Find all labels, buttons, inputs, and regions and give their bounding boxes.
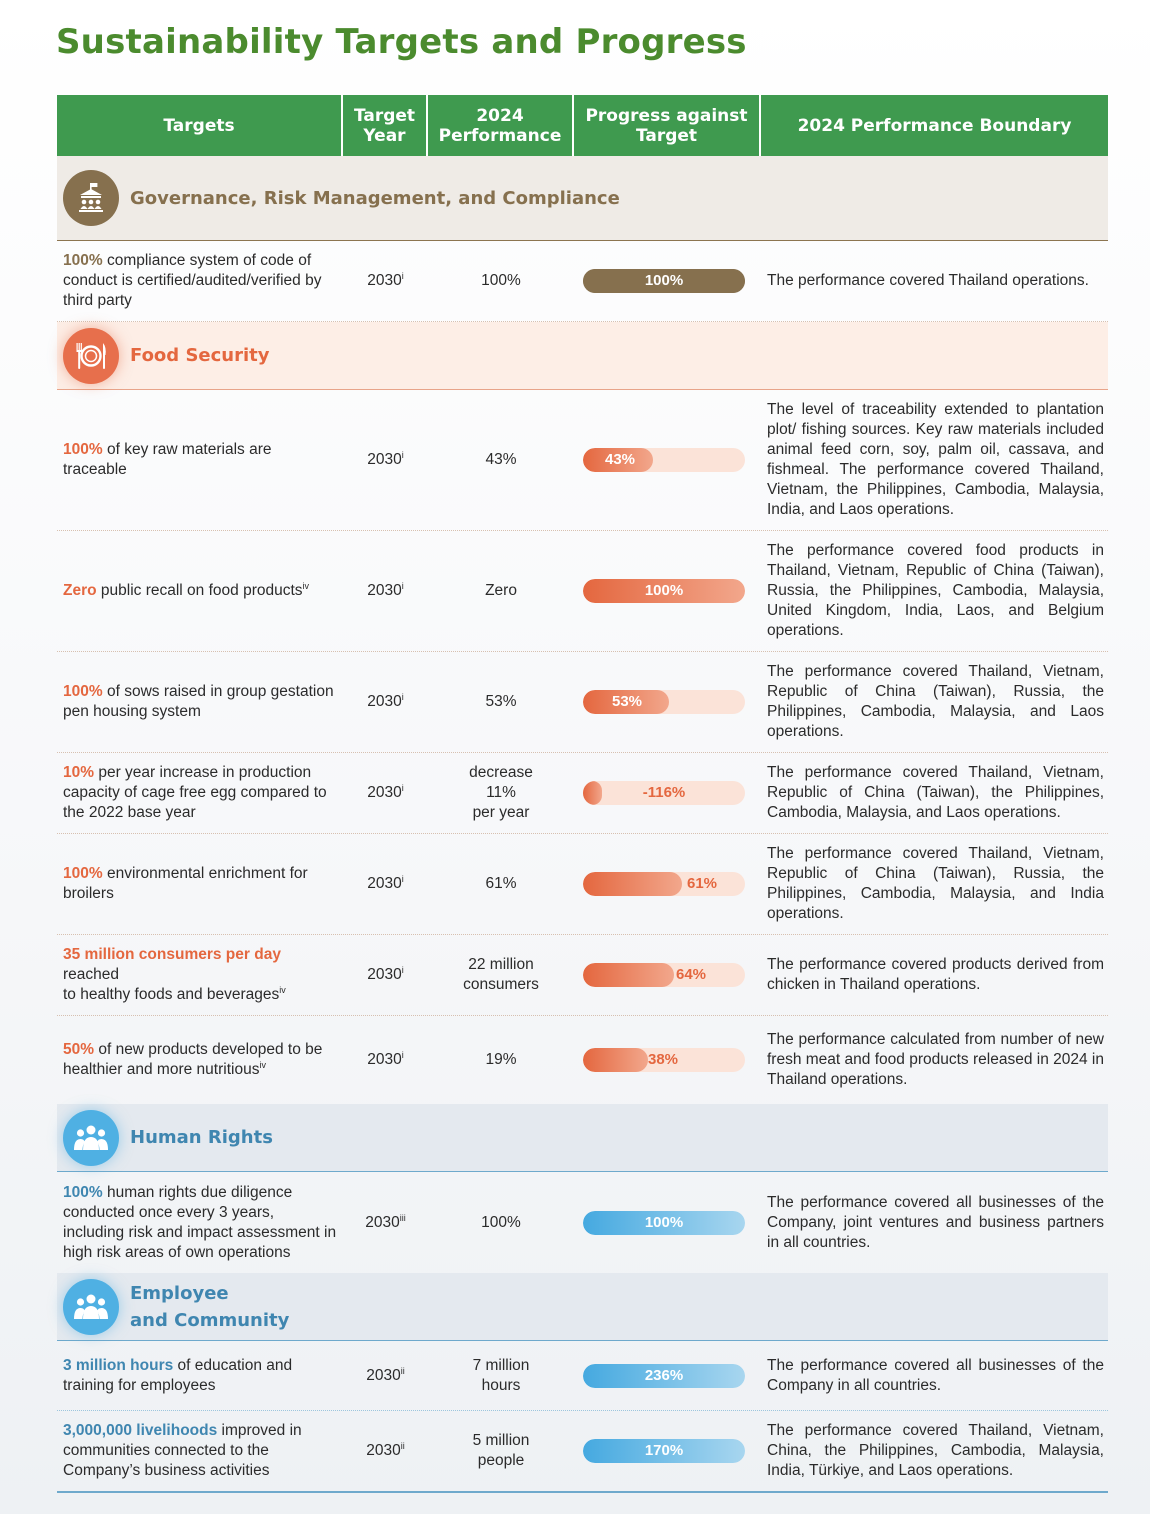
target-text: 10% per year increase in production capacity of cage free egg compared to the 2022 base year (63, 764, 327, 821)
boundary-text: The performance covered Thailand, Vietnam, China, the Philippines, Cambodia, Malaysia, India, Türkiye, and Laos operations. (767, 1422, 1104, 1479)
progress-label: 64% (676, 966, 707, 983)
table-row (57, 241, 1108, 322)
target-year: 2030$^i$ (367, 270, 404, 289)
section-governance (57, 156, 1108, 241)
target-text: 100% of key raw materials are traceable (63, 441, 272, 478)
people-group-icon (63, 1279, 119, 1335)
target-year: 2030$^{ii}$ (366, 1440, 405, 1459)
header-performance: 2024 Performance (428, 95, 574, 156)
progress-bar (583, 579, 745, 603)
table-row (57, 531, 1108, 652)
governance-icon (63, 170, 119, 226)
target-year: 2030$^i$ (367, 1049, 404, 1068)
progress-cell (574, 1211, 761, 1235)
performance-value: Zero (485, 582, 517, 599)
performance-value: 5 million people (472, 1432, 530, 1469)
section-title-human-rights: Human Rights (130, 1127, 273, 1148)
boundary-text: The performance calculated from number of new fresh meat and food products released in 2024 in Thailand operations. (767, 1031, 1104, 1088)
boundary-text: The performance covered all businesses of the Company, joint ventures and business partners in all countries. (767, 1193, 1104, 1251)
target-year: 2030$^i$ (367, 964, 404, 983)
progress-bar (583, 781, 745, 805)
progress-cell (574, 872, 761, 896)
target-year: 2030$^i$ (367, 449, 404, 468)
progress-bar (583, 1364, 745, 1388)
progress-bar (583, 872, 745, 896)
performance-value: 19% (485, 1051, 517, 1068)
progress-cell (574, 269, 761, 293)
boundary-text: The performance covered Thailand operations. (767, 272, 1089, 289)
progress-label: 100% (644, 1213, 684, 1231)
progress-label: -116% (642, 784, 686, 801)
section-title-food-security: Food Security (130, 345, 270, 366)
target-year: 2030$^i$ (367, 873, 404, 892)
header-target-year: Target Year (343, 95, 428, 156)
plate-cutlery-icon (63, 328, 119, 384)
progress-cell (574, 1048, 761, 1072)
performance-value: decrease 11% per year (469, 764, 533, 821)
table-row (57, 834, 1108, 935)
page-title: Sustainability Targets and Progress (56, 22, 747, 62)
progress-cell (574, 690, 761, 714)
target-year: 2030$^{iii}$ (365, 1212, 406, 1231)
progress-bar (583, 963, 745, 987)
performance-value: 100% (481, 1213, 521, 1231)
boundary-text: The performance covered Thailand, Vietnam, Republic of China (Taiwan), the Philippines, Cambodia, Malaysia, and Laos operations. (767, 764, 1104, 821)
performance-value: 61% (485, 875, 517, 892)
progress-label: 100% (644, 272, 684, 289)
progress-label: 53% (612, 693, 643, 710)
target-text: 3 million hours of education and training for employees (63, 1356, 293, 1394)
target-text: 100% compliance system of code of conduct is certified/audited/verified by third party (63, 252, 322, 309)
table-row (57, 390, 1108, 531)
progress-label: 43% (605, 451, 636, 468)
target-year: 2030$^i$ (367, 691, 404, 710)
section-title-employee-community: Employee and Community (130, 1282, 290, 1331)
section-human-rights (57, 1104, 1108, 1172)
section-employee-community (57, 1273, 1108, 1341)
progress-cell (574, 579, 761, 603)
target-text: Zero public recall on food products$^{iv}$ (63, 580, 310, 599)
boundary-text: The performance covered Thailand, Vietnam, Republic of China (Taiwan), Russia, the Philippines, Cambodia, Malaysia, and India operations. (767, 845, 1104, 922)
people-group-icon (63, 1110, 119, 1166)
progress-label: 38% (648, 1051, 679, 1068)
section-title-governance: Governance, Risk Management, and Compliance (130, 187, 620, 209)
table-row (57, 753, 1108, 834)
target-text: 100% of sows raised in group gestation pen housing system (63, 683, 334, 720)
progress-bar (583, 448, 745, 472)
target-year: 2030$^{ii}$ (366, 1365, 405, 1384)
progress-bar (583, 1439, 745, 1463)
header-boundary: 2024 Performance Boundary (797, 115, 1072, 136)
progress-cell (574, 781, 761, 805)
table-row (57, 1016, 1108, 1104)
table-row (57, 652, 1108, 753)
performance-value: 53% (485, 693, 517, 710)
section-food-security (57, 322, 1108, 390)
performance-value: 7 million hours (472, 1356, 530, 1394)
table-row (57, 935, 1108, 1016)
performance-value: 43% (485, 451, 517, 468)
target-text: 3,000,000 livelihoods improved in communities connected to the Company’s business activities (63, 1422, 302, 1479)
header-progress: Progress against Target (574, 95, 761, 156)
progress-cell (574, 963, 761, 987)
boundary-text: The performance covered Thailand, Vietnam, Republic of China (Taiwan), Russia, the Philippines, Cambodia, Malaysia, and Laos operations. (767, 663, 1104, 740)
progress-bar (583, 1211, 745, 1235)
progress-cell (574, 448, 761, 472)
progress-bar (583, 1048, 745, 1072)
targets-table (57, 95, 1108, 1493)
target-year: 2030$^i$ (367, 580, 404, 599)
table-row (57, 1341, 1108, 1411)
progress-cell (574, 1439, 761, 1463)
target-text: 50% of new products developed to be healthier and more nutritious$^{iv}$ (63, 1041, 323, 1078)
progress-bar (583, 269, 745, 293)
progress-label: 236% (644, 1366, 684, 1384)
table-row (57, 1411, 1108, 1493)
progress-cell (574, 1364, 761, 1388)
performance-value: 22 million consumers (463, 956, 539, 993)
progress-label: 170% (644, 1442, 684, 1459)
table-row (57, 1172, 1108, 1273)
target-text: 35 million consumers per day reached to healthy foods and beverages$^{iv}$ (63, 946, 286, 1003)
header-targets: Targets (57, 95, 343, 156)
boundary-text: The level of traceability extended to plantation plot/ fishing sources. Key raw materials included animal feed corn, soy, palm oil, cassava, and fishmeal. The performance covered Thailand, Vietnam, the Philippines, Cambodia, Malaysia, India, and Laos operations. (767, 401, 1104, 518)
boundary-text: The performance covered food products in Thailand, Vietnam, Republic of China (Taiwan), Russia, the Philippines, Cambodia, Malaysia, United Kingdom, India, Laos, and Belgium operations. (767, 542, 1104, 639)
performance-value: 100% (481, 272, 521, 289)
boundary-text: The performance covered products derived from chicken in Thailand operations. (767, 956, 1104, 993)
progress-label: 61% (687, 875, 718, 892)
boundary-text: The performance covered all businesses of the Company in all countries. (767, 1356, 1104, 1394)
progress-label: 100% (644, 582, 684, 599)
target-text: 100% environmental enrichment for broilers (63, 865, 308, 902)
target-year: 2030$^i$ (367, 782, 404, 801)
table-header (57, 95, 1108, 156)
target-text: 100% human rights due diligence conducted once every 3 years, including risk and impact assessment in high risk areas of own operations (63, 1183, 337, 1261)
progress-bar (583, 690, 745, 714)
